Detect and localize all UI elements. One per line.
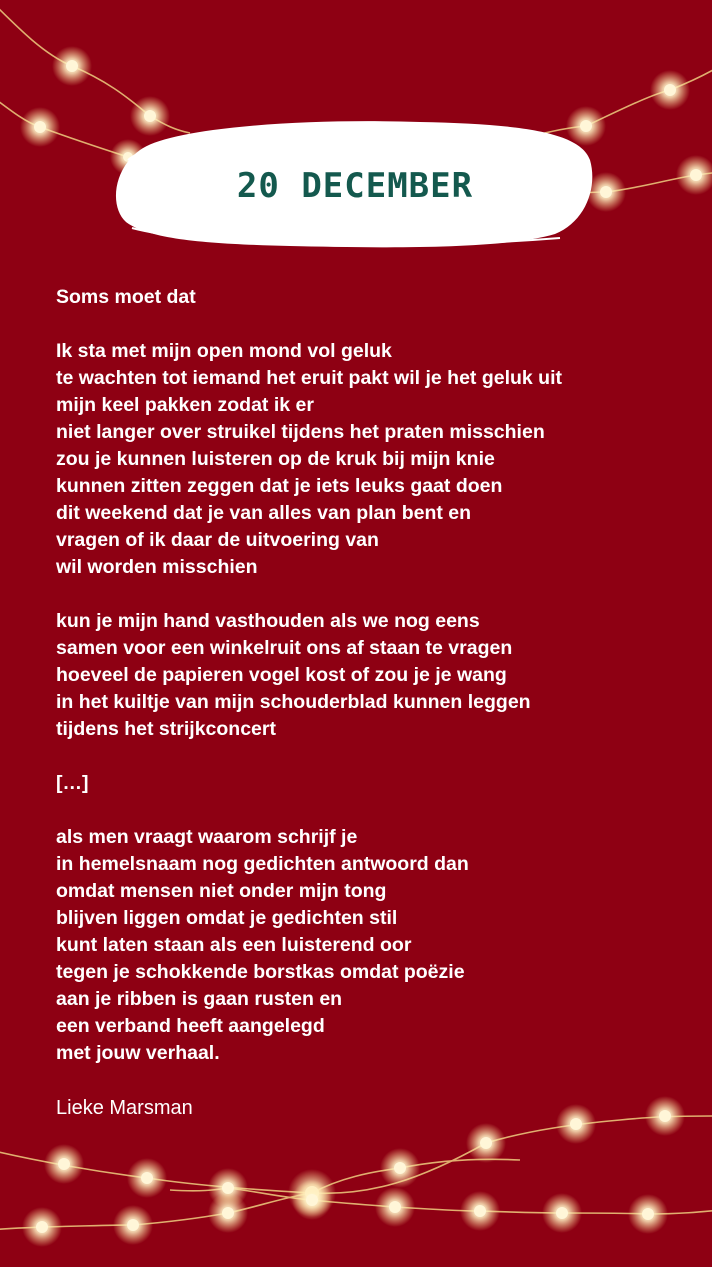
poem-line: mijn keel pakken zodat ik er xyxy=(56,394,314,416)
poem-author: Lieke Marsman xyxy=(56,1097,193,1119)
stanza-gap xyxy=(56,743,696,770)
poem-line: dit weekend dat je van alles van plan bent en xyxy=(56,502,472,524)
poem-line: kun je mijn hand vasthouden als we nog eens xyxy=(56,610,480,632)
poem-line: hoeveel de papieren vogel kost of zou je je wang xyxy=(56,664,507,686)
poem-line: blijven liggen omdat je gedichten stil xyxy=(56,907,398,929)
poem-line: wil worden misschien xyxy=(56,556,258,578)
poem-line: […] xyxy=(56,772,89,794)
poem-line: te wachten tot iemand het eruit pakt wil je het geluk uit xyxy=(56,367,562,389)
date-title: 20 DECEMBER xyxy=(236,166,474,206)
poem-line: samen voor een winkelruit ons af staan te vragen xyxy=(56,637,513,659)
poem-line: in hemelsnaam nog gedichten antwoord dan xyxy=(56,853,469,875)
poem-line: tijdens het strijkconcert xyxy=(56,718,276,740)
poem-line: niet langer over struikel tijdens het praten misschien xyxy=(56,421,545,443)
poem-title: Soms moet dat xyxy=(56,286,196,308)
poem-text xyxy=(56,284,696,1067)
poem-line: Ik sta met mijn open mond vol geluk xyxy=(56,340,392,362)
stanza-gap xyxy=(56,581,696,608)
poem-line: omdat mensen niet onder mijn tong xyxy=(56,880,387,902)
bottom-light-wires xyxy=(0,1116,712,1230)
poem-line: aan je ribben is gaan rusten en xyxy=(56,988,343,1010)
poem-line: als men vraagt waarom schrijf je xyxy=(56,826,358,848)
stanza-gap xyxy=(56,311,696,338)
poem-line: tegen je schokkende borstkas omdat poëzie xyxy=(56,961,465,983)
poem-line: zou je kunnen luisteren op de kruk bij mijn knie xyxy=(56,448,495,470)
stanza-gap xyxy=(56,797,696,824)
poem-line: in het kuiltje van mijn schouderblad kunnen leggen xyxy=(56,691,531,713)
poem-line: kunnen zitten zeggen dat je iets leuks gaat doen xyxy=(56,475,503,497)
poem-line: vragen of ik daar de uitvoering van xyxy=(56,529,379,551)
poem-line: kunt laten staan als een luisterend oor xyxy=(56,934,412,956)
poem-line: een verband heeft aangelegd xyxy=(56,1015,325,1037)
poem-line: met jouw verhaal. xyxy=(56,1042,220,1064)
